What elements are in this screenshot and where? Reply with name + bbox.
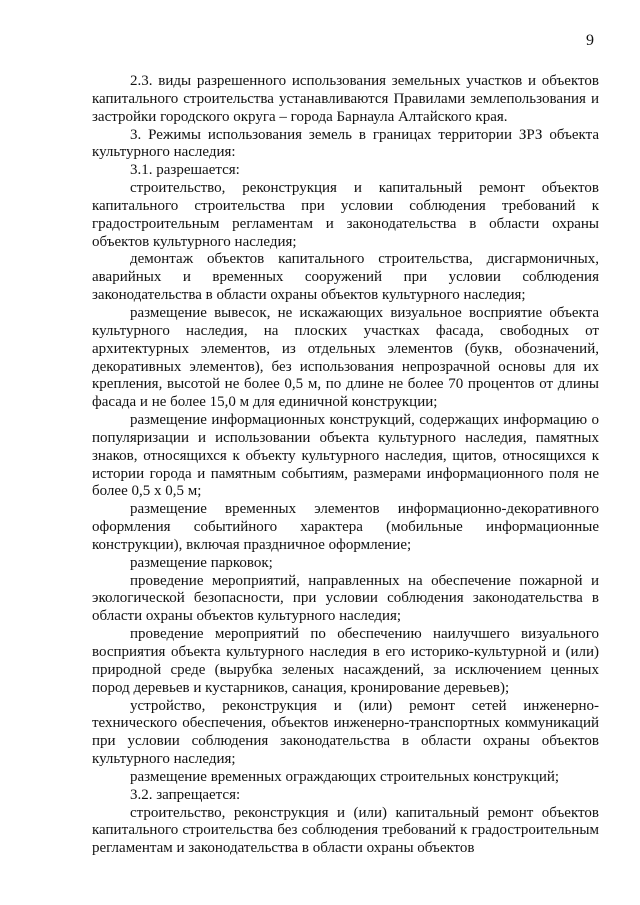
paragraph-temporary-fences: размещение временных ограждающих строительных конструкций; (130, 768, 560, 785)
paragraph-engineering-networks: устройство, реконструкция и (или) ремонт сетей инженерно-технического обеспечения, объектов инженерно-транспортных коммуникаций при условии соблюдения законодательства в области охраны объектов культурного наследия; (92, 697, 599, 768)
paragraph-fire-safety: проведение мероприятий, направленных на обеспечение пожарной и экологической безопасности, при условии соблюдения законодательства в области охраны объектов культурного наследия; (92, 572, 599, 625)
paragraph-demolition: демонтаж объектов капитального строительства, дисгармоничных, аварийных и временных сооружений при условии соблюдения законодательства в области охраны объектов культурного наследия; (92, 251, 599, 304)
paragraph-construction-allowed: строительство, реконструкция и капитальный ремонт объектов капитального строительства при условии соблюдения требований к градостроительным регламентам и законодательства в области охраны объектов культурного наследия; (92, 180, 599, 250)
paragraph-3-heading: 3. Режимы использования земель в границах территории ЗРЗ объекта культурного наследия: (92, 126, 599, 161)
paragraph-3-1-heading: 3.1. разрешается: (130, 162, 240, 179)
paragraph-2-3: 2.3. виды разрешенного использования земельных участков и объектов капитального строительства устанавливаются Правилами землепользования и застройки городского округа – города Барнаула Алтайского края. (92, 73, 599, 125)
paragraph-temporary-decor: размещение временных элементов информационно-декоративного оформления событийного характера (мобильные информационные конструкции), включая праздничное оформление; (92, 501, 599, 553)
paragraph-info-structures: размещение информационных конструкций, содержащих информацию о популяризации и использовании объекта культурного наследия, памятных знаков, относящихся к объекту культурного наследия, щитов, относящихся к истории города и памятным событиям, размерами информационного поля не более 0,5 х 0,5 м; (92, 412, 599, 500)
paragraph-signage: размещение вывесок, не искажающих визуальное восприятие объекта культурного наследия, на плоских участках фасада, свободных от архитектурных элементов, из отдельных элементов (букв, обозначений, декоративных элементов), без использования непрозрачной основы для их крепления, высотой не более 0,5 м, по длине не более 70 процентов от длины фасада и не более 15,0 м для единичной конструкции; (92, 304, 599, 411)
page-number: 9 (586, 32, 594, 49)
paragraph-parking: размещение парковок; (130, 554, 273, 571)
document-body (92, 73, 599, 858)
paragraph-visual-perception: проведение мероприятий по обеспечению наилучшего визуального восприятия объекта культурного наследия в его историко-культурной и (или) природной среде (вырубка зеленых насаждений, за исключением ценных пород деревьев и кустарников, санация, кронирование деревьев); (92, 626, 599, 696)
paragraph-construction-prohibited: строительство, реконструкция и (или) капитальный ремонт объектов капитального строительства без соблюдения требований к градостроительным регламентам и законодательства в области охраны объектов (92, 804, 599, 857)
paragraph-3-2-heading: 3.2. запрещается: (130, 786, 241, 803)
